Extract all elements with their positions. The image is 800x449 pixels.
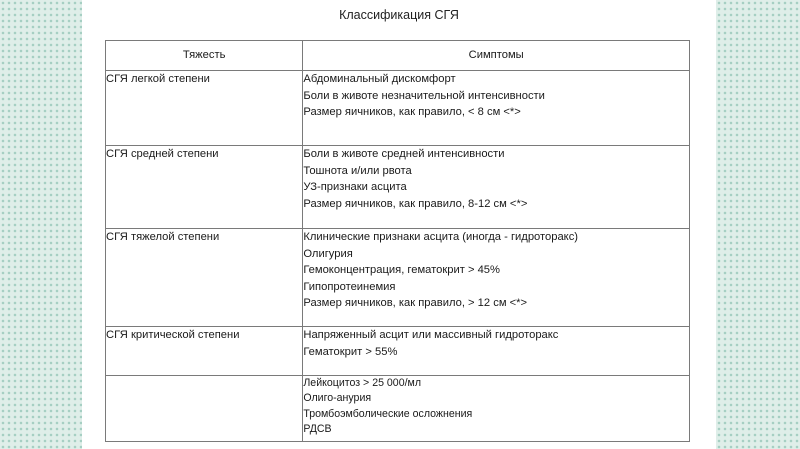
symptom-item: Размер яичников, как правило, < 8 см <*> <box>303 106 521 118</box>
right-decorative-border <box>716 0 800 449</box>
table-row <box>106 229 690 327</box>
severity-cell: СГЯ средней степени <box>106 146 303 229</box>
table-header-row <box>106 41 690 71</box>
symptom-item: РДСВ <box>303 422 332 435</box>
symptom-item: Гипопротеинемия <box>303 280 396 293</box>
severity-cell: СГЯ легкой степени <box>106 71 303 146</box>
symptom-item: Тромбоэмболические осложнения <box>303 407 473 420</box>
severity-cell <box>106 376 303 442</box>
symptom-item: Напряженный асцит или массивный гидроторакс <box>303 329 559 341</box>
symptom-item: Абдоминальный дискомфорт <box>303 73 456 85</box>
symptoms-cell <box>303 376 690 442</box>
symptom-item: Олиго-анурия <box>303 392 372 405</box>
symptom-item: Гематокрит > 55% <box>303 345 398 358</box>
left-decorative-border <box>0 0 82 449</box>
symptom-item: Размер яичников, как правило, 8-12 см <*> <box>303 197 528 210</box>
symptom-item: Олигурия <box>303 247 353 260</box>
severity-cell: СГЯ тяжелой степени <box>106 229 303 327</box>
slide <box>82 0 716 449</box>
symptom-item: Размер яичников, как правило, > 12 см <*> <box>303 297 528 309</box>
classification-table <box>105 40 690 442</box>
symptoms-cell <box>303 229 690 327</box>
symptom-item: Лейкоцитоз > 25 000/мл <box>303 377 421 389</box>
symptom-item: УЗ-признаки асцита <box>303 181 407 193</box>
symptoms-cell <box>303 327 690 376</box>
header-severity: Тяжесть <box>106 41 303 71</box>
symptoms-cell <box>303 146 690 229</box>
table-row <box>106 376 690 442</box>
symptom-item: Боли в животе незначительной интенсивности <box>303 89 545 102</box>
symptom-item: Гемоконцентрация, гематокрит > 45% <box>303 264 500 276</box>
table-row <box>106 146 690 229</box>
symptom-item: Тошнота и/или рвота <box>303 164 412 177</box>
symptoms-cell <box>303 71 690 146</box>
table-row <box>106 71 690 146</box>
header-symptoms: Симптомы <box>303 41 690 71</box>
symptom-item: Клинические признаки асцита (иногда - гидроторакс) <box>303 231 579 243</box>
table-row <box>106 327 690 376</box>
severity-cell: СГЯ критической степени <box>106 327 303 376</box>
symptom-item: Боли в животе средней интенсивности <box>303 148 505 160</box>
page-title: Классификация СГЯ <box>339 8 459 22</box>
